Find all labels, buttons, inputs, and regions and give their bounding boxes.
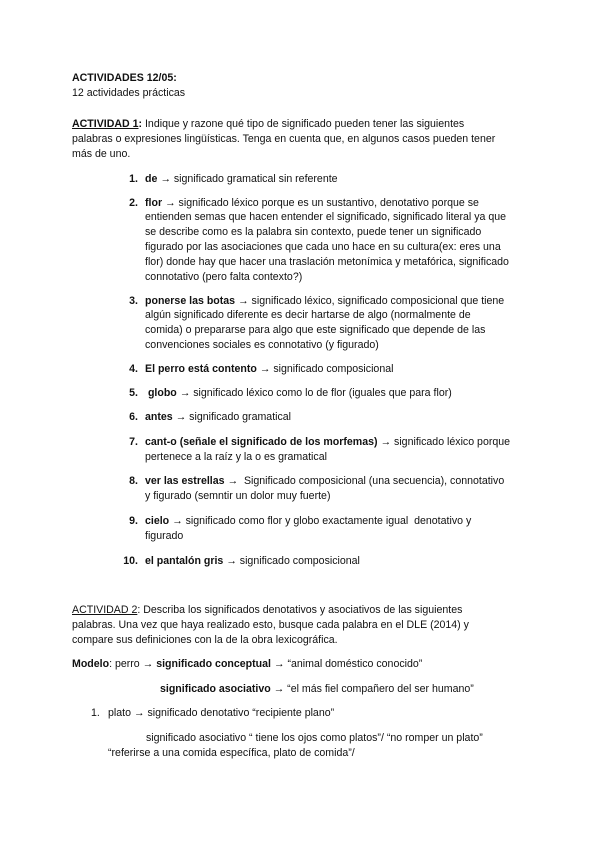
item-text: → significado composicional	[256, 363, 394, 375]
activity-2-instruction-line-1	[72, 603, 462, 618]
item-term: antes	[145, 411, 173, 423]
model-word: : perro →	[109, 658, 157, 670]
item-term: ver las estrellas	[145, 475, 225, 487]
model-concept-definition: → “animal doméstico conocido”	[270, 658, 423, 670]
item-text: → significado gramatical sin referente	[157, 173, 338, 185]
list-item-number: 4.	[129, 363, 138, 375]
item-text: → Significado composicional (una secuencia), connotativo	[224, 475, 505, 487]
list-item: plato → significado denotativo “recipiente plano”	[108, 707, 335, 719]
list-item-number: 2.	[129, 197, 138, 209]
activity-1-instruction-line-1	[72, 117, 464, 132]
model-associative-label: significado asociativo	[160, 683, 271, 695]
model-associative-definition: → “el más fiel compañero del ser humano”	[270, 683, 474, 695]
activity-2-instruction-line-3: compare sus definiciones con la de la obra lexicográfica.	[72, 634, 338, 646]
associative-meaning-line-1: significado asociativo “ tiene los ojos como platos”/ “no romper un plato”	[146, 732, 483, 744]
item-text: figurado	[145, 530, 184, 542]
item-text: connotativo (pero falta contexto?)	[145, 271, 303, 283]
list-item-number: 1.	[91, 707, 100, 719]
item-text: → significado composicional	[223, 555, 360, 567]
list-item-number: 8.	[129, 475, 138, 487]
item-text: convenciones sociales es connotativo (y figurado)	[145, 339, 379, 351]
model-line	[72, 657, 422, 672]
item-text: figurado por las asociaciones que cada uno hace en su cultura(ex: eres una	[145, 241, 501, 253]
item-text: algún significado diferente es decir hartarse de algo (normalmente de	[145, 309, 471, 321]
list-item-number: 3.	[129, 295, 138, 307]
activity-2-label: ACTIVIDAD 2	[72, 604, 138, 616]
list-item	[145, 410, 291, 425]
item-text: → significado léxico, significado composicional que tiene	[235, 295, 505, 307]
list-item-number: 10.	[123, 555, 138, 567]
list-item	[145, 196, 479, 211]
activity-1-colon: :	[138, 118, 143, 130]
list-item	[145, 554, 360, 569]
item-term: globo	[145, 387, 177, 399]
list-item	[145, 362, 393, 377]
item-text: → significado léxico como lo de flor (iguales que para flor)	[176, 387, 452, 399]
item-term: flor	[145, 197, 163, 209]
document-title: ACTIVIDADES 12/05:	[72, 72, 177, 84]
list-item	[145, 386, 452, 401]
item-text: → significado léxico porque es un sustantivo, denotativo porque se	[162, 197, 479, 209]
activity-2-instruction-line-2: palabras. Una vez que haya realizado esto, busque cada palabra en el DLE (2014) y	[72, 619, 469, 631]
item-term: El perro está contento	[145, 363, 257, 375]
item-term: cielo	[145, 515, 170, 527]
activity-1-instruction-line-2: palabras o expresiones lingüísticas. Tenga en cuenta que, en algunos casos pueden tener	[72, 133, 496, 145]
list-item-number: 5.	[129, 387, 138, 399]
document-subtitle: 12 actividades prácticas	[72, 87, 186, 99]
list-item	[145, 435, 510, 450]
list-item-number: 6.	[129, 411, 138, 423]
associative-meaning-line-2: “referirse a una comida específica, plato de comida”/	[108, 747, 355, 759]
list-item-number: 9.	[129, 515, 138, 527]
item-term: cant-o (señale el significado de los morfemas)	[145, 436, 378, 448]
item-text: se describe como es la palabra sin contexto, puede tener un significado	[145, 226, 482, 238]
model-concept-label: significado conceptual	[156, 658, 271, 670]
item-term: ponerse las botas	[145, 295, 236, 307]
list-item	[145, 172, 338, 187]
list-item	[145, 474, 504, 489]
item-term: de	[145, 173, 158, 185]
item-text: comida) o prepararse para algo que este significado que depende de las	[145, 324, 486, 336]
activity-2-instruction-text: : Describa los significados denotativos y asociativos de las siguientes	[137, 604, 463, 616]
item-term: el pantalón gris	[145, 555, 224, 567]
activity-1-instruction-line-3: más de uno.	[72, 148, 131, 160]
list-item-number: 1.	[129, 173, 138, 185]
item-text: flor) donde hay que hacer una traslación metonímica y metafórica, significado	[145, 256, 509, 268]
list-item-number: 7.	[129, 436, 138, 448]
item-text: → significado léxico porque	[377, 436, 511, 448]
item-text: pertenece a la raíz y la o es gramatical	[145, 451, 327, 463]
item-text: entienden semas que hacen entender el significado, significado literal ya que	[145, 211, 507, 223]
item-text: y figurado (semntir un dolor muy fuerte)	[145, 490, 331, 502]
item-text: → significado gramatical	[172, 411, 292, 423]
activity-1-label: ACTIVIDAD 1	[72, 118, 139, 130]
item-text: → significado como flor y globo exactamente igual denotativo y	[169, 515, 472, 527]
list-item	[145, 514, 471, 529]
activity-1-instruction-text: Indique y razone qué tipo de significado pueden tener las siguientes	[142, 118, 465, 130]
model-associative-line	[160, 682, 474, 697]
model-label: Modelo	[72, 658, 110, 670]
list-item	[145, 294, 504, 309]
